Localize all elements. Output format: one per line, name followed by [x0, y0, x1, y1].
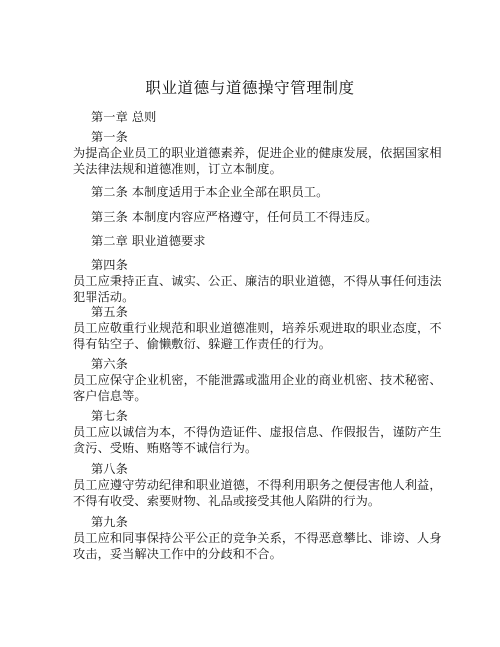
article-4-text-line-1: 员工应秉持正直、诚实、公正、廉洁的职业道德，不得从事任何违法 [73, 274, 442, 288]
article-2-text: 第二条 本制度适用于本企业全部在职员工。 [91, 185, 329, 199]
chapter-heading-requirements: 第二章 职业道德要求 [91, 234, 206, 248]
article-8-heading: 第八条 [91, 462, 128, 476]
article-1-text-line-2: 关法律法规和道德准则，订立本制度。 [73, 162, 282, 176]
article-1-text-line-1: 为提高企业员工的职业道德素养，促进企业的健康发展，依据国家相 [73, 146, 442, 160]
document-title: 职业道德与道德操守管理制度 [145, 79, 355, 97]
article-3-text: 第三条 本制度内容应严格遵守，任何员工不得违反。 [91, 210, 378, 224]
article-9-text-line-1: 员工应和同事保持公平公正的竞争关系，不得恶意攀比、诽谤、人身 [73, 531, 442, 545]
article-9-text-line-2: 攻击，妥当解决工作中的分歧和不合。 [73, 547, 282, 561]
article-7-text-line-1: 员工应以诚信为本，不得伪造证件、虚报信息、作假报告，谨防产生 [73, 425, 442, 439]
article-8-text-line-2: 不得有收受、索要财物、礼品或接受其他人陷阱的行为。 [73, 494, 381, 508]
article-7-heading: 第七条 [91, 409, 128, 423]
article-6-heading: 第六条 [91, 357, 128, 371]
article-7-text-line-2: 贪污、受贿、贿赂等不诚信行为。 [73, 441, 258, 455]
chapter-heading-general: 第一章 总则 [91, 110, 157, 124]
article-5-text-line-1: 员工应敬重行业规范和职业道德准则，培养乐观进取的职业态度，不 [73, 321, 442, 335]
article-6-text-line-2: 客户信息等。 [73, 389, 147, 403]
article-4-text-line-2: 犯罪活动。 [73, 290, 135, 304]
article-5-text-line-2: 得有钻空子、偷懒敷衍、躲避工作责任的行为。 [73, 337, 332, 351]
article-5-heading: 第五条 [91, 305, 128, 319]
article-6-text-line-1: 员工应保守企业机密，不能泄露或滥用企业的商业机密、技术秘密、 [73, 373, 442, 387]
article-4-heading: 第四条 [91, 258, 128, 272]
article-1-heading: 第一条 [91, 130, 128, 144]
article-8-text-line-1: 员工应遵守劳动纪律和职业道德，不得利用职务之便侵害他人利益， [73, 478, 442, 492]
article-9-heading: 第九条 [91, 515, 128, 529]
